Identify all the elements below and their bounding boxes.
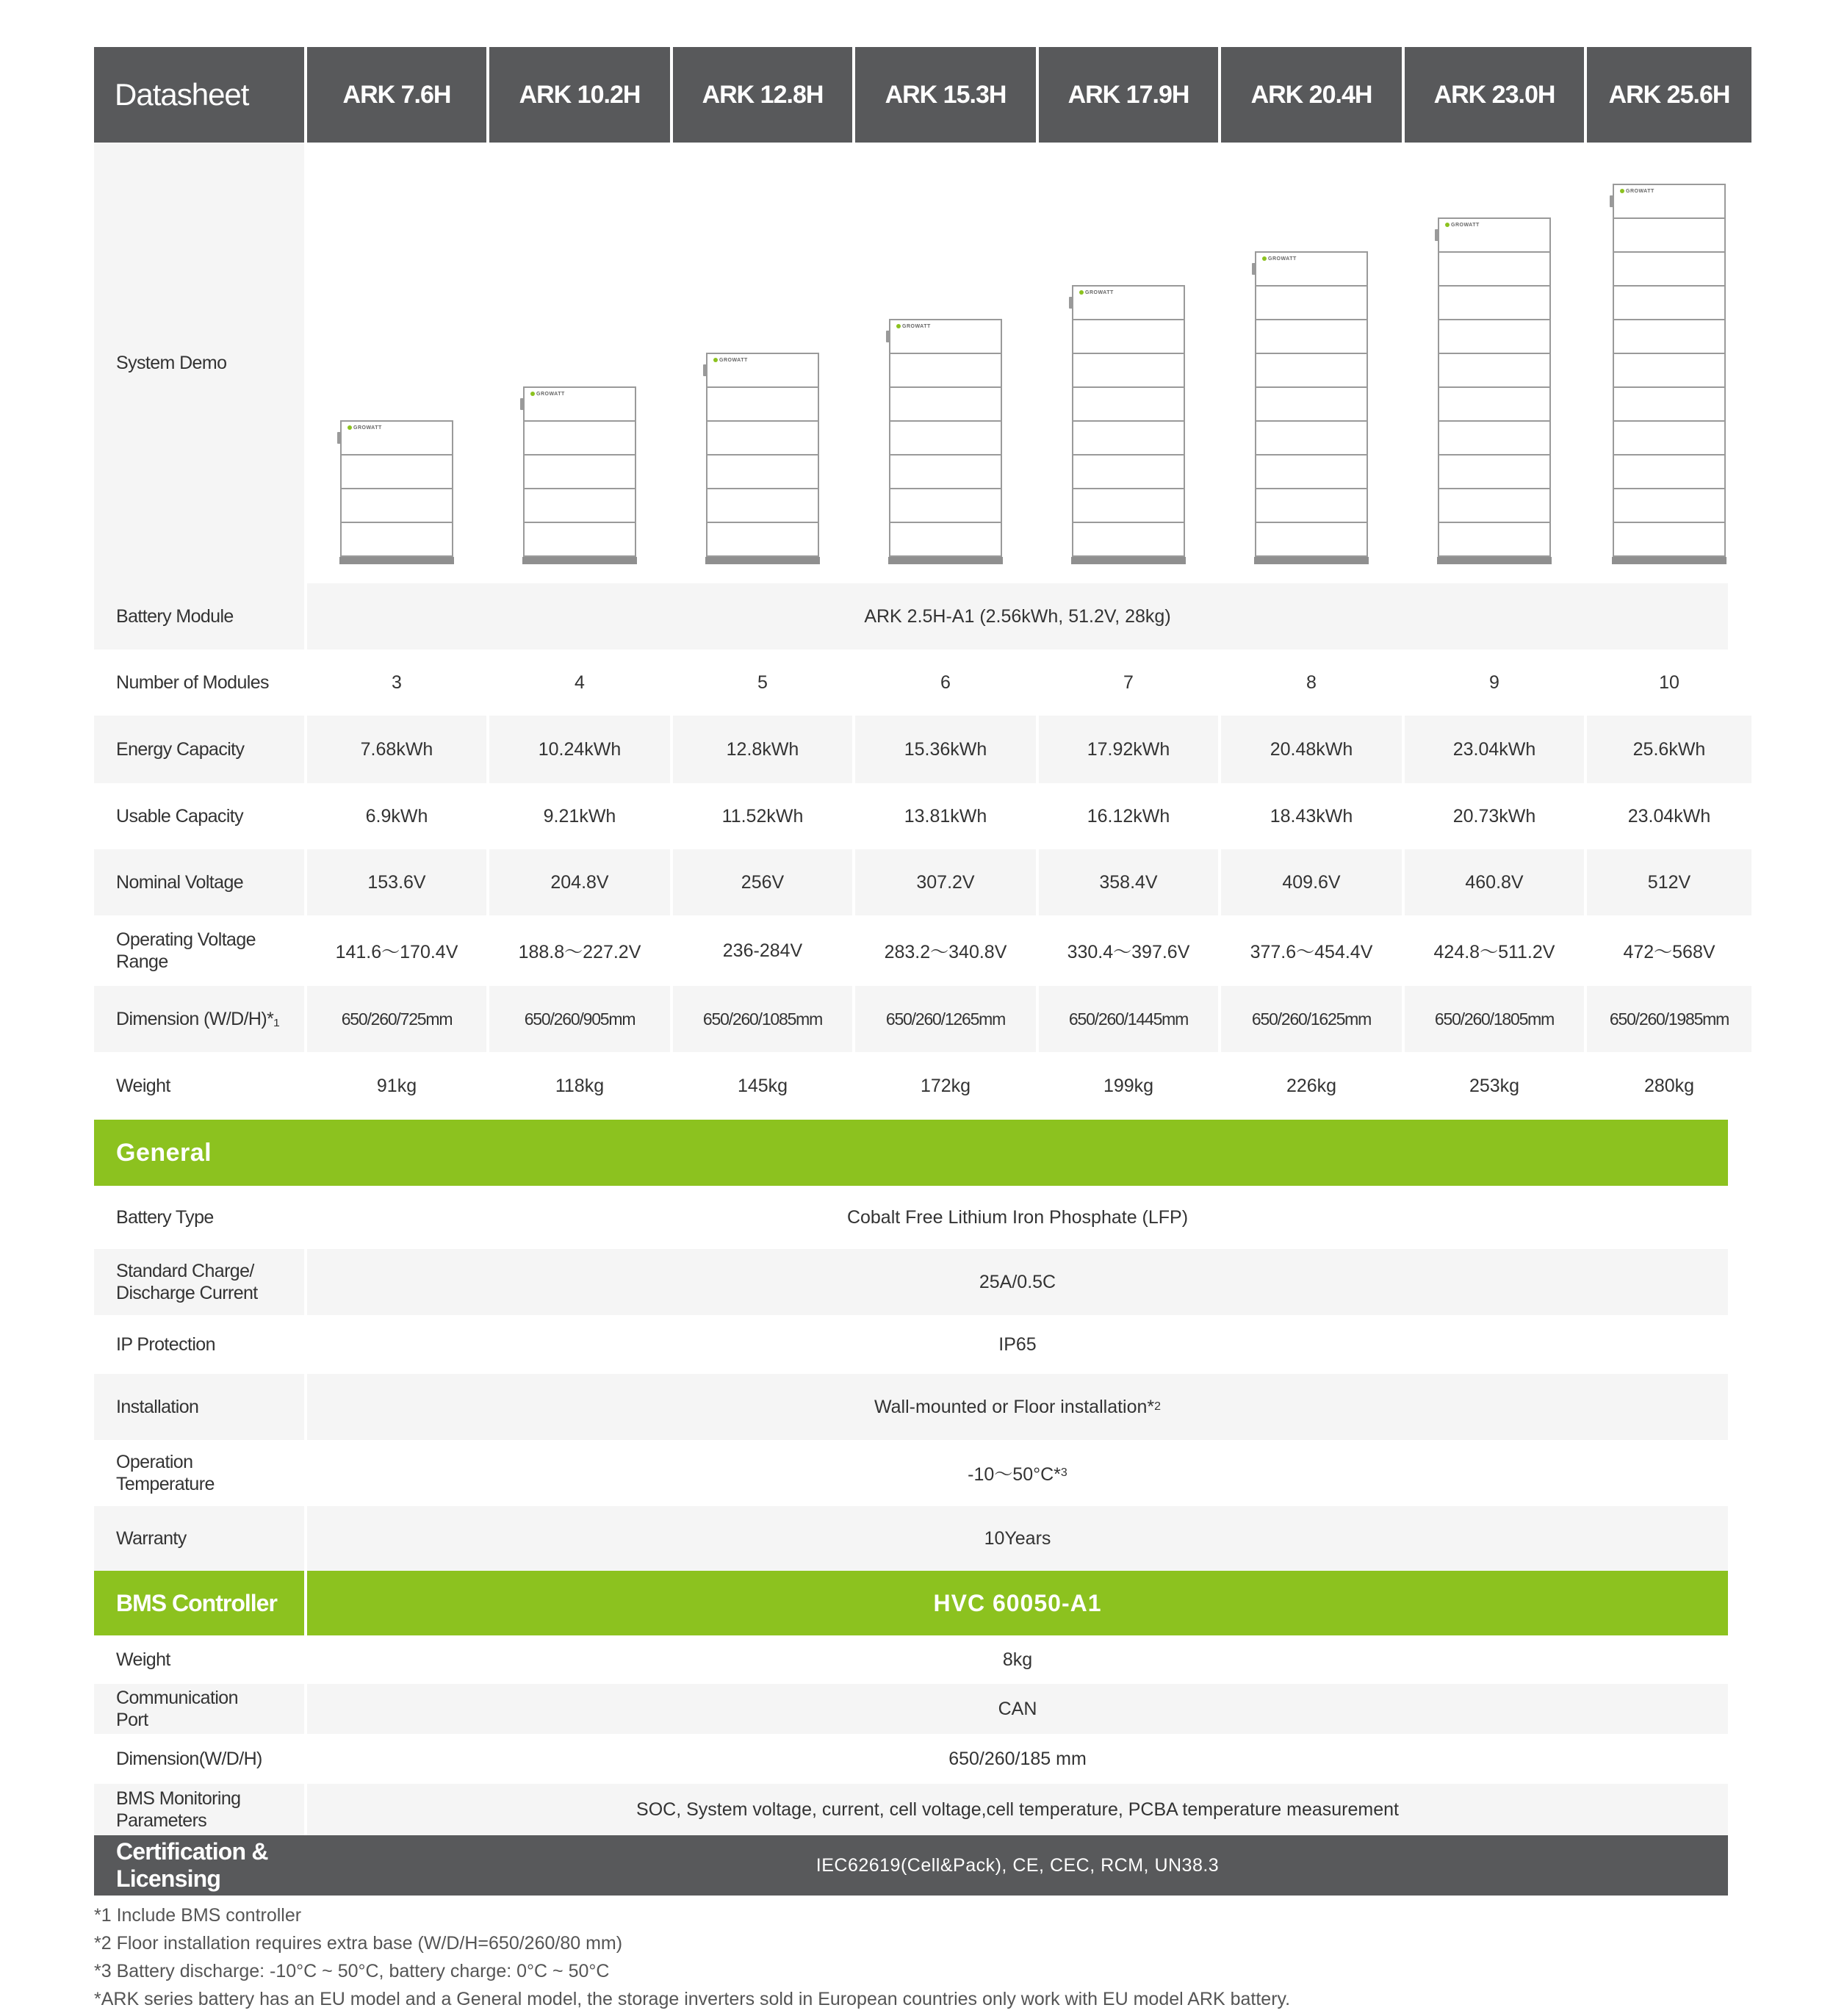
spec-row: [94, 915, 1728, 986]
spec-row: [94, 849, 1728, 915]
battery-module-unit: [1255, 287, 1368, 320]
battery-module-unit: [1255, 489, 1368, 523]
model-header: ARK 12.8H: [673, 47, 852, 143]
row-label: Communication Port: [94, 1684, 304, 1734]
battery-module-unit: [706, 422, 819, 456]
footnote: *1 Include BMS controller: [94, 1905, 302, 1926]
battery-module-unit: [1255, 320, 1368, 354]
row-value: 20.48kWh: [1221, 716, 1402, 783]
bms-model: HVC 60050-A1: [307, 1571, 1728, 1635]
row-value: 307.2V: [855, 849, 1036, 915]
row-value-text: 25A/0.5C: [979, 1271, 1056, 1292]
stack-base: [1254, 557, 1369, 564]
switch-knob-icon: [1252, 263, 1256, 275]
battery-module-unit: [1613, 287, 1726, 320]
battery-stack-cell: [1405, 143, 1584, 583]
row-label: Battery Type: [94, 1186, 304, 1249]
battery-module-unit: [1255, 523, 1368, 557]
row-value: 377.6～454.4V: [1221, 915, 1402, 986]
switch-knob-icon: [1069, 297, 1073, 309]
row-label: Nominal Voltage: [94, 849, 304, 915]
model-header: ARK 7.6H: [307, 47, 486, 143]
info-row: [94, 1684, 1728, 1734]
row-value: 472～568V: [1587, 915, 1751, 986]
row-value: 650/260/1265mm: [855, 986, 1036, 1052]
bms-controller-unit: [1255, 251, 1368, 287]
stack-base: [1071, 557, 1186, 564]
battery-stack-illustration: [340, 420, 453, 564]
info-row: [94, 1374, 1728, 1440]
row-value: 253kg: [1405, 1052, 1584, 1120]
bms-controller-unit: [1613, 184, 1726, 219]
row-value: 226kg: [1221, 1052, 1402, 1120]
row-label: Weight: [94, 1052, 304, 1120]
battery-module-unit: [1438, 523, 1551, 557]
row-value: 9: [1405, 649, 1584, 716]
spec-row: [94, 1052, 1728, 1120]
battery-module-unit: [1438, 354, 1551, 388]
row-label: System Demo: [94, 143, 304, 583]
bms-controller-unit: [523, 386, 636, 422]
battery-module-unit: [340, 489, 453, 523]
row-value: [307, 1506, 1728, 1571]
battery-stack-cell: [1221, 143, 1402, 583]
row-value-text: SOC, System voltage, current, cell voltage,cell temperature, PCBA temperature measurement: [636, 1799, 1399, 1820]
battery-module-unit: [1072, 320, 1185, 354]
section-bms: [94, 1571, 1728, 1635]
row-value-text: 8kg: [1002, 1649, 1033, 1670]
row-label: Dimension (W/D/H)*₁: [94, 986, 304, 1052]
growatt-logo: GROWATT: [1445, 223, 1480, 228]
row-value: ARK 2.5H-A1 (2.56kWh, 51.2V, 28kg): [307, 583, 1728, 649]
stack-base: [1437, 557, 1552, 564]
battery-stack-cell: [673, 143, 852, 583]
row-value: 16.12kWh: [1039, 783, 1218, 849]
row-value: [307, 1440, 1728, 1506]
row-label: Energy Capacity: [94, 716, 304, 783]
footnote: *2 Floor installation requires extra base (W/D/H=650/260/80 mm): [94, 1933, 623, 1954]
row-value: 650/260/1085mm: [673, 986, 852, 1052]
row-label: Standard Charge/ Discharge Current: [94, 1249, 304, 1315]
stack-base: [522, 557, 637, 564]
row-value-text: CAN: [998, 1698, 1037, 1719]
row-value: 409.6V: [1221, 849, 1402, 915]
battery-module-unit: [889, 456, 1002, 489]
row-label: Usable Capacity: [94, 783, 304, 849]
battery-module-unit: [889, 422, 1002, 456]
battery-module-unit: [340, 456, 453, 489]
row-label: Warranty: [94, 1506, 304, 1571]
battery-module-unit: [1438, 320, 1551, 354]
battery-module-unit: [1255, 388, 1368, 422]
battery-module-unit: [889, 489, 1002, 523]
battery-module-unit: [1255, 456, 1368, 489]
battery-module-unit: [523, 456, 636, 489]
battery-module-unit: [1072, 523, 1185, 557]
switch-knob-icon: [886, 331, 890, 342]
battery-module-unit: [1438, 253, 1551, 287]
battery-stack-illustration: [1072, 285, 1185, 564]
row-value: [307, 1315, 1728, 1374]
row-value: 256V: [673, 849, 852, 915]
row-value: 650/260/1625mm: [1221, 986, 1402, 1052]
row-label: Number of Modules: [94, 649, 304, 716]
row-value: 118kg: [489, 1052, 670, 1120]
row-value: [307, 1186, 1728, 1249]
row-value-text: 650/260/185 mm: [948, 1748, 1087, 1769]
model-header: ARK 17.9H: [1039, 47, 1218, 143]
row-label: Battery Module: [94, 583, 304, 649]
row-value: 12.8kWh: [673, 716, 852, 783]
row-label: BMS Monitoring Parameters: [94, 1784, 304, 1835]
row-value-text: Wall-mounted or Floor installation*: [874, 1396, 1155, 1417]
certification-value: IEC62619(Cell&Pack), CE, CEC, RCM, UN38.3: [815, 1854, 1220, 1876]
model-header: ARK 15.3H: [855, 47, 1036, 143]
row-value: 17.92kWh: [1039, 716, 1218, 783]
battery-module-unit: [1072, 354, 1185, 388]
row-value: 650/260/1805mm: [1405, 986, 1584, 1052]
growatt-logo: GROWATT: [1262, 256, 1297, 262]
row-value-text: 10Years: [984, 1527, 1051, 1549]
row-value: 424.8～511.2V: [1405, 915, 1584, 986]
datasheet-table: [94, 47, 1728, 1896]
battery-module-unit: [706, 456, 819, 489]
battery-module-unit: [1438, 489, 1551, 523]
row-value: [307, 1684, 1728, 1734]
battery-module-unit: [889, 388, 1002, 422]
battery-module-unit: [1438, 388, 1551, 422]
row-label: IP Protection: [94, 1315, 304, 1374]
row-value: 4: [489, 649, 670, 716]
growatt-logo: GROWATT: [896, 324, 931, 329]
footnote: *ARK series battery has an EU model and a General model, the storage inverters sold in European countries only work with EU model ARK battery.: [94, 1989, 1291, 2009]
spec-row: [94, 783, 1728, 849]
row-value: [307, 1249, 1728, 1315]
row-value: 199kg: [1039, 1052, 1218, 1120]
row-value: 23.04kWh: [1587, 783, 1751, 849]
bms-controller-unit: [1438, 217, 1551, 253]
stack-base: [705, 557, 820, 564]
battery-module-unit: [1438, 287, 1551, 320]
growatt-logo: GROWATT: [1079, 290, 1114, 295]
row-label: Dimension(W/D/H): [94, 1734, 304, 1784]
bms-title: BMS Controller: [94, 1571, 304, 1635]
battery-stack-cell: [1039, 143, 1218, 583]
footnote: *3 Battery discharge: -10°C ~ 50°C, battery charge: 0°C ~ 50°C: [94, 1961, 610, 1981]
footnote-marker: 2: [1154, 1400, 1162, 1413]
row-value: 25.6kWh: [1587, 716, 1751, 783]
row-label: Weight: [94, 1635, 304, 1684]
switch-knob-icon: [337, 432, 341, 444]
row-value: 280kg: [1587, 1052, 1751, 1120]
info-row: [94, 1784, 1728, 1835]
row-value: 6: [855, 649, 1036, 716]
row-label: Operating Voltage Range: [94, 915, 304, 986]
battery-module-unit: [1613, 422, 1726, 456]
switch-knob-icon: [1610, 195, 1613, 207]
info-row: [94, 1506, 1728, 1571]
section-general: General: [94, 1120, 1728, 1186]
battery-module-unit: [1613, 388, 1726, 422]
battery-stack-cell: [855, 143, 1036, 583]
stack-base: [888, 557, 1003, 564]
info-row: [94, 1186, 1728, 1249]
row-value: [307, 1374, 1728, 1440]
battery-module-unit: [706, 523, 819, 557]
growatt-logo: GROWATT: [1620, 189, 1654, 194]
battery-stack-illustration: [706, 353, 819, 564]
row-value: 5: [673, 649, 852, 716]
row-value: 650/260/1985mm: [1587, 986, 1751, 1052]
battery-module-unit: [1613, 219, 1726, 253]
row-value: 145kg: [673, 1052, 852, 1120]
row-value: 172kg: [855, 1052, 1036, 1120]
battery-module-unit: [1613, 354, 1726, 388]
spec-rows: [94, 649, 1728, 1120]
battery-module-unit: [706, 388, 819, 422]
row-label: Operation Temperature: [94, 1440, 304, 1506]
footnote-marker: 3: [1060, 1466, 1067, 1479]
battery-module-row: [94, 583, 1728, 649]
stack-base: [339, 557, 454, 564]
stack-base: [1612, 557, 1726, 564]
info-row: [94, 1635, 1728, 1684]
row-value: 236-284V: [673, 915, 852, 986]
model-header: ARK 23.0H: [1405, 47, 1584, 143]
spec-row: [94, 986, 1728, 1052]
datasheet-title: Datasheet: [94, 47, 304, 143]
model-header: ARK 10.2H: [489, 47, 670, 143]
row-value: 7: [1039, 649, 1218, 716]
row-value: 283.2～340.8V: [855, 915, 1036, 986]
row-value: 650/260/1445mm: [1039, 986, 1218, 1052]
bms-controller-unit: [340, 420, 453, 456]
row-value: [307, 1635, 1728, 1684]
bms-controller-unit: [1072, 285, 1185, 320]
growatt-logo: GROWATT: [530, 392, 565, 397]
battery-stack-cell: [1587, 143, 1751, 583]
battery-module-unit: [1613, 320, 1726, 354]
battery-module-unit: [1613, 253, 1726, 287]
battery-module-unit: [523, 523, 636, 557]
row-value-text: IP65: [998, 1333, 1037, 1355]
row-value: 650/260/725mm: [307, 986, 486, 1052]
row-value: 11.52kWh: [673, 783, 852, 849]
row-value: 91kg: [307, 1052, 486, 1120]
row-value: 153.6V: [307, 849, 486, 915]
growatt-logo: GROWATT: [713, 358, 748, 363]
battery-stack-cell: [489, 143, 670, 583]
row-value: 330.4～397.6V: [1039, 915, 1218, 986]
battery-module-unit: [523, 422, 636, 456]
battery-module-unit: [523, 489, 636, 523]
battery-module-unit: [1072, 388, 1185, 422]
row-value: 3: [307, 649, 486, 716]
battery-module-unit: [706, 489, 819, 523]
row-value: 6.9kWh: [307, 783, 486, 849]
footnotes: [94, 1901, 1290, 2013]
growatt-logo: GROWATT: [348, 425, 382, 431]
info-row: [94, 1734, 1728, 1784]
battery-stack-cell: [307, 143, 486, 583]
battery-module-unit: [1255, 354, 1368, 388]
battery-stack-illustration: [1613, 184, 1726, 564]
battery-module-unit: [340, 523, 453, 557]
row-value: 204.8V: [489, 849, 670, 915]
battery-stack-illustration: [889, 319, 1002, 564]
row-value: 7.68kWh: [307, 716, 486, 783]
row-value: 15.36kWh: [855, 716, 1036, 783]
battery-module-unit: [1072, 422, 1185, 456]
row-value-text: -10～50°C*: [968, 1464, 1061, 1485]
switch-knob-icon: [703, 364, 707, 376]
row-value: 20.73kWh: [1405, 783, 1584, 849]
battery-module-unit: [1255, 422, 1368, 456]
row-value: 13.81kWh: [855, 783, 1036, 849]
battery-stack-illustration: [523, 386, 636, 564]
battery-module-unit: [1072, 489, 1185, 523]
battery-module-unit: [1438, 422, 1551, 456]
row-value: 650/260/905mm: [489, 986, 670, 1052]
general-rows: [94, 1186, 1728, 1571]
spec-row: [94, 716, 1728, 783]
row-value: 512V: [1587, 849, 1751, 915]
battery-module-unit: [1613, 489, 1726, 523]
battery-module-unit: [1438, 456, 1551, 489]
row-value: 10.24kWh: [489, 716, 670, 783]
row-value: [307, 1734, 1728, 1784]
row-label: Installation: [94, 1374, 304, 1440]
certification-title: Certification & Licensing: [116, 1838, 268, 1892]
bms-controller-unit: [706, 353, 819, 388]
model-header: ARK 25.6H: [1587, 47, 1751, 143]
battery-module-unit: [889, 354, 1002, 388]
bms-rows: [94, 1635, 1728, 1835]
row-value: [307, 1784, 1728, 1835]
switch-knob-icon: [1435, 229, 1438, 241]
row-value: 23.04kWh: [1405, 716, 1584, 783]
model-header: ARK 20.4H: [1221, 47, 1402, 143]
battery-module-unit: [1072, 456, 1185, 489]
battery-stack-illustration: [1255, 251, 1368, 564]
info-row: [94, 1315, 1728, 1374]
spec-row: [94, 649, 1728, 716]
row-value: 358.4V: [1039, 849, 1218, 915]
section-certification: [94, 1835, 1728, 1896]
battery-module-unit: [889, 523, 1002, 557]
bms-controller-unit: [889, 319, 1002, 354]
battery-module-unit: [1613, 523, 1726, 557]
row-value: 10: [1587, 649, 1751, 716]
row-value: 8: [1221, 649, 1402, 716]
system-demo-row: [94, 143, 1728, 583]
row-value: 18.43kWh: [1221, 783, 1402, 849]
header-row: [94, 47, 1728, 143]
battery-stack-illustration: [1438, 217, 1551, 564]
switch-knob-icon: [520, 398, 524, 410]
row-value-text: Cobalt Free Lithium Iron Phosphate (LFP): [846, 1206, 1189, 1228]
row-value: 188.8～227.2V: [489, 915, 670, 986]
row-value: 460.8V: [1405, 849, 1584, 915]
row-value: 141.6～170.4V: [307, 915, 486, 986]
row-value: 9.21kWh: [489, 783, 670, 849]
battery-module-unit: [1613, 456, 1726, 489]
info-row: [94, 1440, 1728, 1506]
info-row: [94, 1249, 1728, 1315]
